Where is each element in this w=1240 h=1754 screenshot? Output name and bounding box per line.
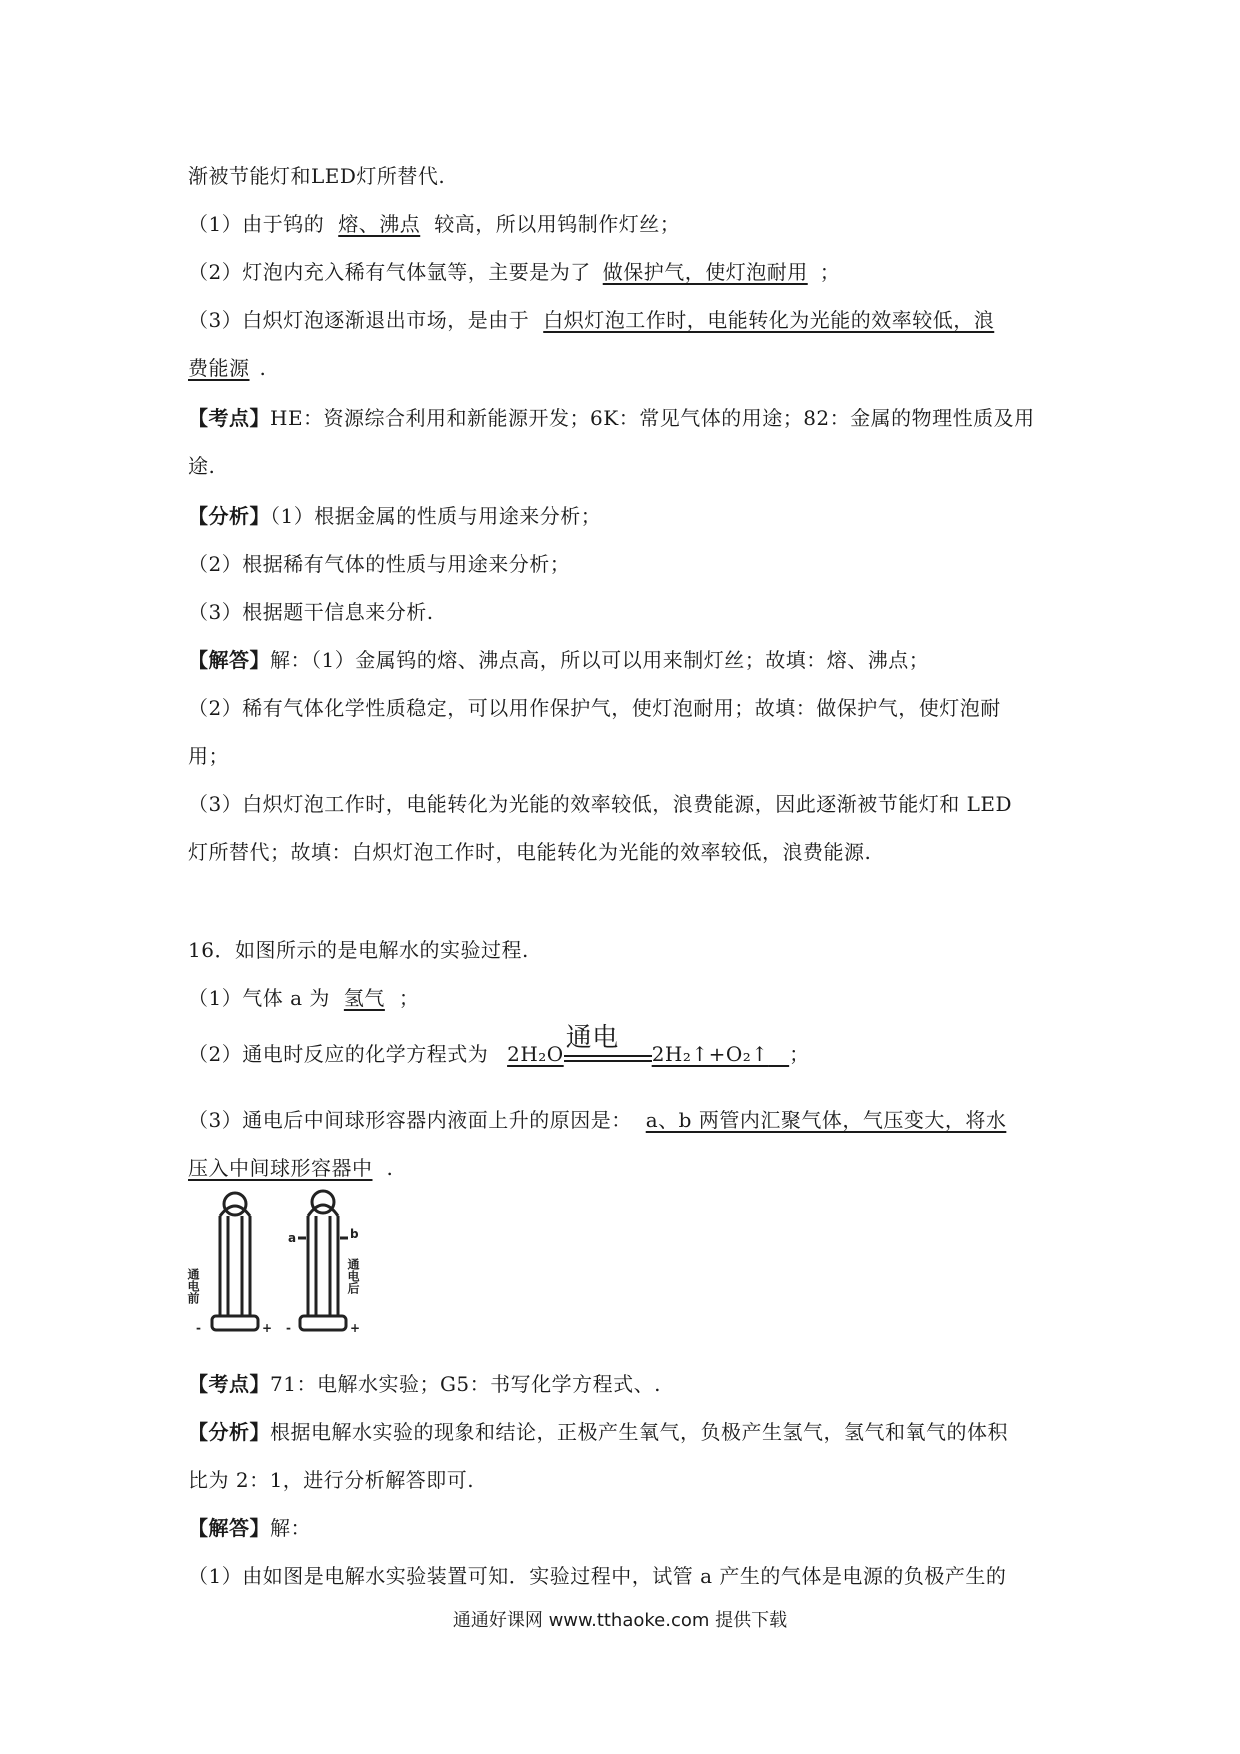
text: 71：电解水实验；G5：书写化学方程式、. <box>270 1372 662 1396</box>
text: 比为 2：1，进行分析解答即可. <box>188 1468 475 1492</box>
text-line <box>188 694 1001 722</box>
label-tube-b: b <box>350 1227 359 1241</box>
electrolysis-apparatus-figure <box>186 1188 370 1344</box>
label-negative-after: - <box>286 1321 291 1335</box>
label-before-power: 通电前 <box>186 1268 200 1304</box>
equation <box>495 1023 789 1066</box>
text: . <box>259 356 267 380</box>
fenxi-15 <box>188 502 601 530</box>
question-16-title <box>188 936 529 964</box>
text: （2）根据稀有气体的性质与用途来分析； <box>188 552 571 576</box>
text: ； <box>398 986 420 1010</box>
base-after <box>300 1316 346 1330</box>
text: 解：（1）金属钨的熔、沸点高，所以可以用来制灯丝；故填：熔、沸点； <box>270 648 930 672</box>
answer-underlined: 氢气 <box>343 986 385 1010</box>
text: （1）气体 a 为 <box>188 986 330 1010</box>
section-tag: 【考点】 <box>188 1372 270 1396</box>
jieda-16 <box>188 1514 311 1542</box>
question-15-part-1 <box>188 210 680 238</box>
section-tag: 【考点】 <box>188 406 270 430</box>
text-line <box>188 742 229 770</box>
text: 灯所替代；故填：白炽灯泡工作时，电能转化为光能的效率较低，浪费能源. <box>188 840 872 864</box>
question-15-part-3 <box>188 306 994 334</box>
answer-underlined: 白炽灯泡工作时，电能转化为光能的效率较低，浪 <box>543 308 995 332</box>
base-before <box>212 1316 258 1330</box>
answer-underlined: 熔、沸点 <box>338 212 421 236</box>
text: 16．如图所示的是电解水的实验过程. <box>188 938 529 962</box>
answer-underlined: a、b 两管内汇聚气体，气压变大，将水 <box>645 1108 1007 1132</box>
text-line <box>188 1562 1006 1590</box>
label-after-power: 通电后 <box>346 1258 360 1294</box>
text: （1）由于钨的 <box>188 212 325 236</box>
question-16-part-1 <box>188 984 419 1012</box>
text: 渐被节能灯和LED灯所替代. <box>188 164 446 188</box>
text: （3）白炽灯泡工作时，电能转化为光能的效率较低，浪费能源，因此逐渐被节能灯和 LED <box>188 792 1012 816</box>
tubes-before <box>220 1216 250 1316</box>
text: （3）白炽灯泡逐渐退出市场，是由于 <box>188 308 530 332</box>
text-line <box>188 1466 474 1494</box>
text: （3）通电后中间球形容器内液面上升的原因是： <box>188 1108 632 1132</box>
fenxi-16 <box>188 1418 1008 1446</box>
text: （2）通电时反应的化学方程式为 <box>188 1042 489 1066</box>
question-16-part-3 <box>188 1106 1006 1134</box>
equation-reactant: 2H₂O <box>507 1042 564 1066</box>
text: ； <box>819 260 841 284</box>
section-tag: 【解答】 <box>188 1516 270 1540</box>
jieda-15 <box>188 646 929 674</box>
equation-product: 2H₂↑+O₂↑ <box>651 1042 769 1066</box>
label-positive-before: + <box>262 1321 273 1335</box>
text: . <box>386 1156 394 1180</box>
text: 途. <box>188 454 216 478</box>
tubes-after <box>308 1216 338 1316</box>
section-tag: 【分析】 <box>188 504 270 528</box>
section-tag: 【分析】 <box>188 1420 270 1444</box>
text: （2）稀有气体化学性质稳定，可以用作保护气，使灯泡耐用；故填：做保护气，使灯泡耐 <box>188 696 1001 720</box>
text-line <box>188 790 1012 818</box>
text: 用； <box>188 744 229 768</box>
reaction-condition: 通电 <box>565 1023 619 1053</box>
section-tag: 【解答】 <box>188 648 270 672</box>
label-positive-after: + <box>350 1321 361 1335</box>
label-negative-before: - <box>196 1321 201 1335</box>
answer-underlined: 压入中间球形容器中 <box>188 1156 373 1180</box>
question-16-part-3-cont <box>188 1154 393 1182</box>
text: ； <box>789 1042 810 1066</box>
answer-underlined: 做保护气，使灯泡耐用 <box>602 260 808 284</box>
kaodian-15 <box>188 404 1035 432</box>
text: 根据电解水实验的现象和结论，正极产生氧气，负极产生氢气，氢气和氧气的体积 <box>270 1420 1008 1444</box>
text: 解： <box>270 1516 311 1540</box>
answer-underlined: 费能源 <box>188 356 250 380</box>
text: （1）由如图是电解水实验装置可知．实验过程中，试管 a 产生的气体是电源的负极产生的 <box>188 1564 1007 1588</box>
equal-bar-top <box>564 1055 652 1057</box>
text: （1）根据金属的性质与用途来分析； <box>270 504 602 528</box>
bulb-before <box>224 1193 246 1215</box>
text-line <box>188 598 434 626</box>
question-15-part-3-cont <box>188 354 266 382</box>
text-line <box>188 838 871 866</box>
equal-bar-bottom <box>564 1060 652 1062</box>
text: 较高，所以用钨制作灯丝； <box>434 212 681 236</box>
text: （3）根据题干信息来分析. <box>188 600 434 624</box>
text-line <box>188 550 570 578</box>
question-16-part-2 <box>188 1023 810 1068</box>
page-footer: 通通好课网 www.tthaoke.com 提供下载 <box>452 1610 788 1631</box>
text: （2）灯泡内充入稀有气体氩等，主要是为了 <box>188 260 591 284</box>
text-line <box>188 452 215 480</box>
text-line <box>188 162 445 190</box>
reaction-condition-arrow <box>564 1023 652 1068</box>
label-tube-a: a <box>288 1231 297 1245</box>
kaodian-16 <box>188 1370 661 1398</box>
question-15-part-2 <box>188 258 840 286</box>
text: HE：资源综合利用和新能源开发；6K：常见气体的用途；82：金属的物理性质及用 <box>270 406 1035 430</box>
